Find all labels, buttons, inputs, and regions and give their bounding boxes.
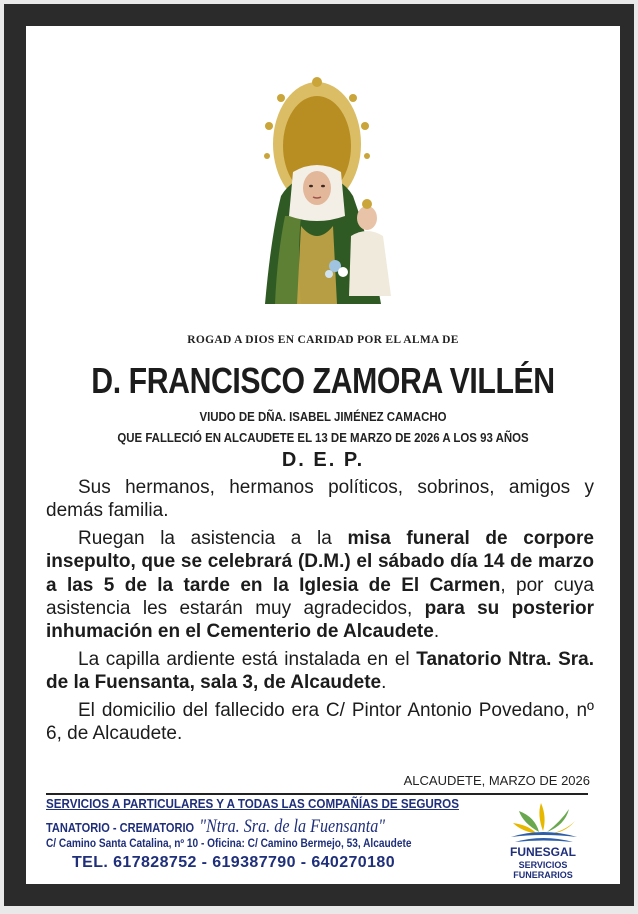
intro-line: ROGAD A DIOS EN CARIDAD POR EL ALMA DE	[187, 334, 459, 346]
death-line: QUE FALLECIÓ EN ALCAUDETE EL 13 DE MARZO DE 2026 A LOS 93 AÑOS	[117, 430, 529, 445]
tanatorio-line: TANATORIO - CREMATORIO "Ntra. Sra. de la Fuensanta"	[46, 816, 386, 837]
funesgal-logo-icon	[489, 801, 597, 845]
virgin-and-child-image	[241, 76, 401, 304]
services-line: SERVICIOS A PARTICULARES Y A TODAS LAS COMPAÑÍAS DE SEGUROS	[46, 797, 459, 811]
page-border	[4, 4, 634, 906]
address-line: C/ Camino Santa Catalina, nº 10 - Oficina: C/ Camino Bermejo, 53, Alcaudete	[46, 838, 412, 850]
footer-divider	[46, 793, 588, 795]
dep-heading: D. E. P.	[281, 449, 365, 471]
widower-line: VIUDO DE DÑA. ISABEL JIMÉNEZ CAMACHO	[199, 409, 447, 424]
paragraph-chapel: La capilla ardiente está instalada en el Tanatorio Ntra. Sra. de la Fuensanta, sala 3, de Alcaudete.	[46, 648, 594, 694]
funesgal-logo	[489, 801, 597, 879]
logo-subtitle: SERVICIOS FUNERARIOS	[513, 860, 573, 880]
logo-name: FUNESGAL	[510, 845, 576, 859]
paragraph-family: Sus hermanos, hermanos políticos, sobrinos, amigos y demás familia.	[46, 477, 594, 522]
phone-line: TEL. 617828752 - 619387790 - 640270180	[72, 854, 396, 871]
paragraph-funeral: Ruegan la asistencia a la misa funeral de corpore insepulto, que se celebrará (D.M.) el sábado día 14 de marzo a las 5 de la tarde en la Iglesia de El Carmen, por cuya asistencia les estarán muy agradecidos, para su posterior inhumación en el Cementerio de Alcaudete.	[46, 527, 594, 643]
obituary-body	[46, 476, 594, 749]
deceased-name: D. FRANCISCO ZAMORA VILLÉN	[91, 360, 555, 401]
obituary-sheet	[26, 26, 620, 884]
dateline: ALCAUDETE, MARZO DE 2026	[403, 773, 590, 788]
paragraph-address: El domicilio del fallecido era C/ Pintor Antonio Povedano, nº 6, de Alcaudete.	[46, 699, 594, 745]
